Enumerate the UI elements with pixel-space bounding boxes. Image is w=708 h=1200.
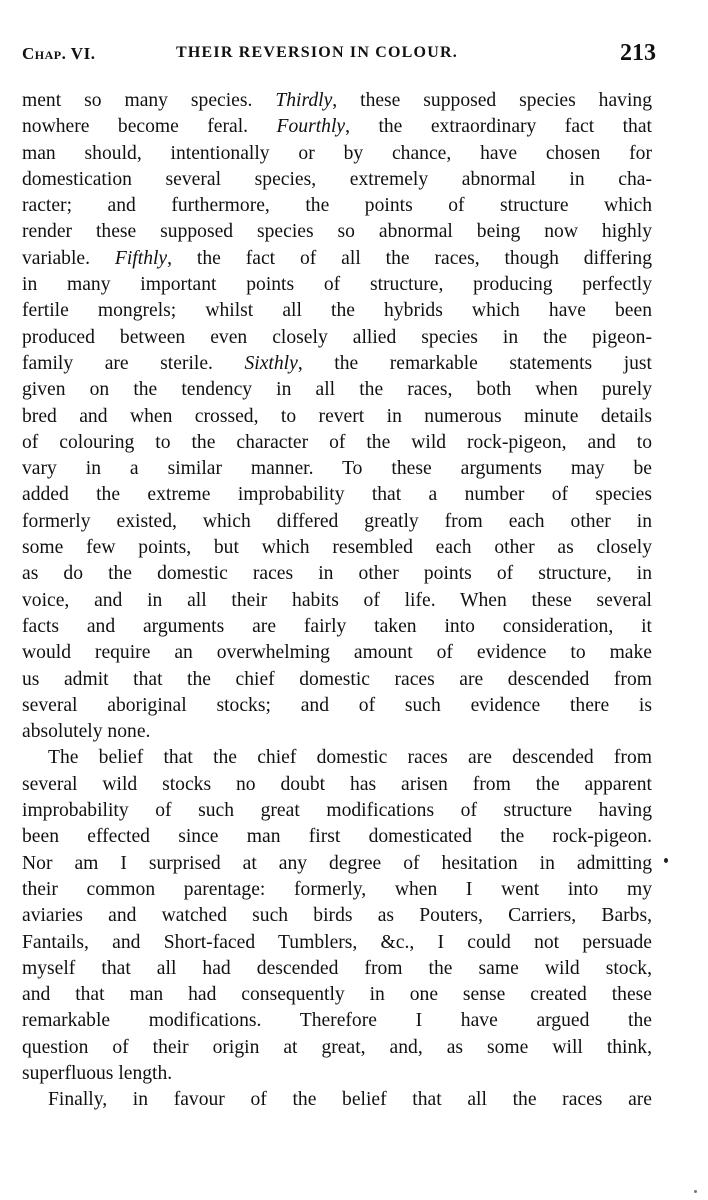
text-line [22, 351, 652, 377]
ink-speck [664, 858, 668, 863]
text-run: fertile mongrels; whilst all the hybrids which have been [22, 300, 652, 322]
text-run: facts and arguments are fairly taken into consideration, it [22, 615, 652, 637]
text-line [22, 377, 652, 403]
text-line [22, 772, 652, 798]
text-run: of colouring to the character of the wild rock-pigeon, and to [22, 431, 652, 453]
text-line [22, 535, 652, 561]
text-line [22, 1008, 652, 1034]
text-run: us admit that the chief domestic races are descended from [22, 668, 652, 690]
text-run: domestication several species, extremely abnormal in cha- [22, 168, 652, 190]
text-line [22, 982, 652, 1008]
text-run: Fantails, and Short-faced Tumblers, &c., I could not persuade [22, 931, 652, 953]
text-line [22, 272, 652, 298]
text-line [22, 88, 652, 114]
text-run: render these supposed species so abnormal being now highly [22, 221, 652, 243]
text-run: absolutely none. [22, 721, 151, 743]
text-line [22, 430, 652, 456]
text-line [22, 298, 652, 324]
text-line [22, 745, 652, 771]
text-line [22, 1035, 652, 1061]
text-run: question of their origin at great, and, as some will think, [22, 1036, 652, 1058]
text-line [22, 167, 652, 193]
text-line [22, 1061, 652, 1087]
italic-run: Fifthly [114, 247, 168, 269]
text-run: , these supposed species having [332, 90, 652, 111]
text-line [22, 404, 652, 430]
chapter-label: Chap. VI. [22, 44, 96, 63]
text-run: their common parentage: formerly, when I went into my [22, 878, 652, 900]
text-run: superfluous length. [22, 1062, 173, 1084]
text-run: some few points, but which resembled each other as closely [22, 537, 652, 559]
text-line [22, 614, 652, 640]
text-line [22, 141, 652, 167]
text-run: nowhere become feral. [22, 116, 277, 138]
text-run: ment so many species. [22, 90, 276, 111]
ink-speck [694, 1190, 697, 1193]
text-run: produced between even closely allied species in the pigeon- [22, 326, 652, 348]
text-line [22, 482, 652, 508]
text-run: racter; and furthermore, the points of structure which [22, 195, 652, 217]
italic-run: Fourthly [276, 116, 346, 138]
text-run: as do the domestic races in other points of structure, in [22, 563, 652, 585]
text-line [22, 903, 652, 929]
text-run: family are sterile. [22, 352, 245, 374]
page-number: 213 [620, 40, 656, 66]
text-line [22, 1087, 652, 1113]
text-line [22, 719, 652, 745]
text-line [22, 456, 652, 482]
text-line [22, 877, 652, 903]
text-line [22, 798, 652, 824]
text-line [22, 667, 652, 693]
text-line [22, 561, 652, 587]
text-line [22, 693, 652, 719]
text-run: would require an overwhelming amount of evidence to make [22, 642, 652, 664]
text-run: bred and when crossed, to revert in numerous minute details [22, 405, 652, 427]
text-run: Nor am I surprised at any degree of hesitation in admitting [22, 852, 652, 874]
text-run: several aboriginal stocks; and of such evidence there is [22, 694, 652, 716]
text-run: , the remarkable statements just [297, 352, 652, 374]
text-run: Finally, in favour of the belief that all the races are [48, 1089, 652, 1111]
italic-run: Sixthly [244, 352, 298, 374]
text-run: formerly existed, which differed greatly from each other in [22, 510, 652, 532]
text-line [22, 325, 652, 351]
text-run: several wild stocks no doubt has arisen from the apparent [22, 773, 652, 795]
text-run: added the extreme improbability that a number of species [22, 484, 652, 506]
text-run: and that man had consequently in one sense created these [22, 984, 652, 1006]
text-line [22, 930, 652, 956]
body-text [22, 88, 652, 1114]
text-line [22, 246, 652, 272]
text-line [22, 851, 652, 877]
italic-run: Thirdly [275, 90, 333, 111]
text-line [22, 956, 652, 982]
text-line [22, 509, 652, 535]
text-run: , the fact of all the races, though differing [167, 247, 652, 269]
text-line [22, 824, 652, 850]
text-run: improbability of such great modifications of structure having [22, 800, 652, 822]
text-run: variable. [22, 247, 115, 269]
running-head [22, 40, 656, 74]
text-run: The belief that the chief domestic races are descended from [48, 747, 652, 769]
running-title: THEIR REVERSION IN COLOUR. [176, 44, 458, 61]
text-run: man should, intentionally or by chance, have chosen for [22, 142, 652, 164]
text-line [22, 588, 652, 614]
text-run: been effected since man first domesticated the rock-pigeon. [22, 826, 652, 848]
text-run: voice, and in all their habits of life. When these several [22, 589, 652, 611]
text-run: remarkable modifications. Therefore I have argued the [22, 1010, 652, 1032]
text-run: in many important points of structure, producing perfectly [22, 274, 652, 296]
text-line [22, 193, 652, 219]
text-run: myself that all had descended from the same wild stock, [22, 957, 652, 979]
text-run: given on the tendency in all the races, both when purely [22, 379, 652, 401]
text-line [22, 219, 652, 245]
text-run: aviaries and watched such birds as Pouters, Carriers, Barbs, [22, 905, 652, 927]
text-line [22, 114, 652, 140]
text-run: , the extraordinary fact that [345, 116, 652, 138]
text-run: vary in a similar manner. To these arguments may be [22, 458, 652, 480]
text-line [22, 640, 652, 666]
